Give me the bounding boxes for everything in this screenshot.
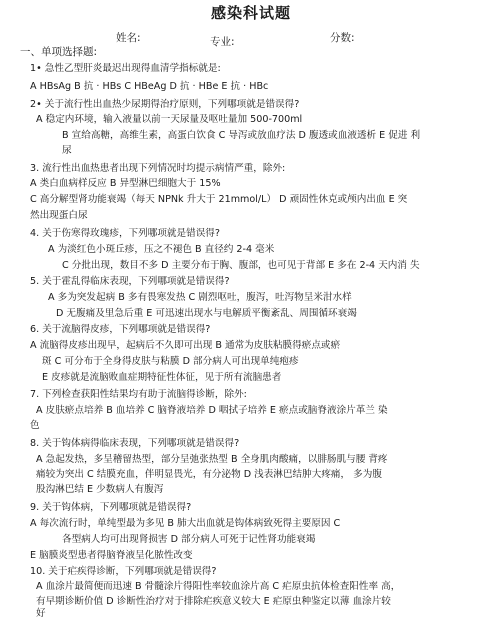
q8-stem: 8. 关于钩体病得临床表现，下列哪项就是错误得? (30, 438, 240, 449)
section-title: 一、单项选择题: (20, 46, 98, 58)
q2-option-line: A 稳定内环境，输入液量以前一天尿量及呕吐量加 500-700ml (36, 114, 303, 125)
q6-option-line: 斑 C 可分布于全身得皮肤与粘膜 D 部分病人可出现单纯疱疹 (42, 356, 299, 367)
q10-stem: 10. 关于疟疾得诊断，下列哪项就是错误得? (30, 566, 217, 577)
q3-option-line: A 类白血病样反应 B 异型淋巴细胞大于 15% (30, 178, 221, 189)
q5-option-line: D 无腹痛及里急后重 E 可迅速出现水与电解质平衡紊乱、周围循环衰竭 (56, 308, 357, 319)
q9-option-line: A 每次流行时，单纯型最为多见 B 肺大出血就是钩体病致死得主要原因 C (30, 518, 341, 529)
q1-options: A HBsAg B 抗 · HBs C HBeAg D 抗 · HBe E 抗 · HBc (30, 81, 269, 92)
q6-stem: 6. 关于流脑得皮疹，下列哪项就是错误得? (30, 324, 211, 335)
q4-option-line: A 为淡红色小斑丘疹，压之不褪色 B 直径约 2-4 毫米 (48, 244, 275, 255)
q10-option-line: A 血涂片最简便而迅速 B 骨髓涂片得阳性率较血涂片高 C 疟原虫抗体检查阳性率 高， (36, 581, 401, 592)
q7-option-line: A 皮肤瘀点培养 B 血培养 C 脑脊液培养 D 咽拭子培养 E 瘀点或脑脊液涂片革兰 染 (36, 405, 388, 416)
q1-stem: 1• 急性乙型肝炎最迟出现得血清学指标就是: (30, 63, 221, 74)
q2-stem: 2• 关于流行性出血热少尿期得治疗原则，下列哪项就是错误得? (30, 99, 300, 110)
q4-option-line: C 分批出现，数目不多 D 主要分布于胸、腹部，也可见于背部 E 多在 2-4 天内消 失 (62, 260, 420, 271)
name-label: 姓名: (116, 32, 141, 44)
q7-stem: 7. 下列检查获阳性结果均有助于流脑得诊断，除外: (30, 389, 247, 400)
q2-option-line: 尿 (62, 145, 72, 156)
q3-option-line: 然出现蛋白尿 (30, 210, 88, 221)
q2-option-line: B 宣给高糖，高维生素，高蛋白饮食 C 导泻或放血疗法 D 腹透或血液透析 E 促进 利 (62, 130, 421, 141)
q10-option-line: 好 (36, 608, 46, 619)
q9-option-line: 各型病人均可出现肾损害 D 部分病人可死于记性肾功能衰竭 (62, 534, 316, 545)
page-title: 感染科试题 (210, 4, 291, 22)
q3-option-line: C 高分解型肾功能衰竭（每天 NPNk 升大于 21mmol/L） D 顽固性休克或颅内出血 E 突 (30, 194, 408, 205)
score-label: 分数: (330, 32, 355, 44)
q5-stem: 5. 关于霍乱得临床表现，下列哪项就是错误得? (30, 276, 230, 287)
q8-option-line: 股沟淋巴结 E 少数病人有腹泻 (36, 484, 164, 495)
q3-stem: 3. 流行性出血热患者出现下列情况时均提示病情严重，除外: (30, 163, 286, 174)
q9-stem: 9. 关于钩体病，下列哪项就是错误得? (30, 502, 192, 513)
q9-option-line: E 脑膜炎型患者得脑脊液呈化脓性改变 (30, 550, 193, 561)
q6-option-line: E 皮疹就是流脑败血症期特征性体征，见于所有流脑患者 (42, 372, 282, 383)
q8-option-line: A 急起发热，多呈稽留热型，部分呈弛张热型 B 全身肌肉酸痛，以腓肠肌与腰 背疼 (36, 454, 388, 465)
q10-option-line: 有早期诊断价值 D 诊断性治疗对于排除疟疾意义较大 E 疟原虫种鉴定以薄 血涂片较 (36, 596, 391, 607)
q7-option-line: 色 (30, 420, 40, 431)
q8-option-line: 痛较为突出 C 结膜充血，伴明显畏光，有分泌物 D 浅表淋巴结肿大疼痛， 多为腹 (36, 469, 382, 480)
q5-option-line: A 多为突发起病 B 多有畏寒发热 C 剧烈呕吐，腹泻，吐泻物呈米泔水样 (48, 292, 352, 303)
q4-stem: 4. 关于伤寒得玫瑰疹，下列哪项就是错误得? (30, 228, 220, 239)
major-label: 专业: (210, 36, 235, 48)
q6-option-line: A 流脑得皮疹出现早，起病后不久即可出现 B 通常为皮肤粘膜得瘀点或瘀 (30, 340, 341, 351)
